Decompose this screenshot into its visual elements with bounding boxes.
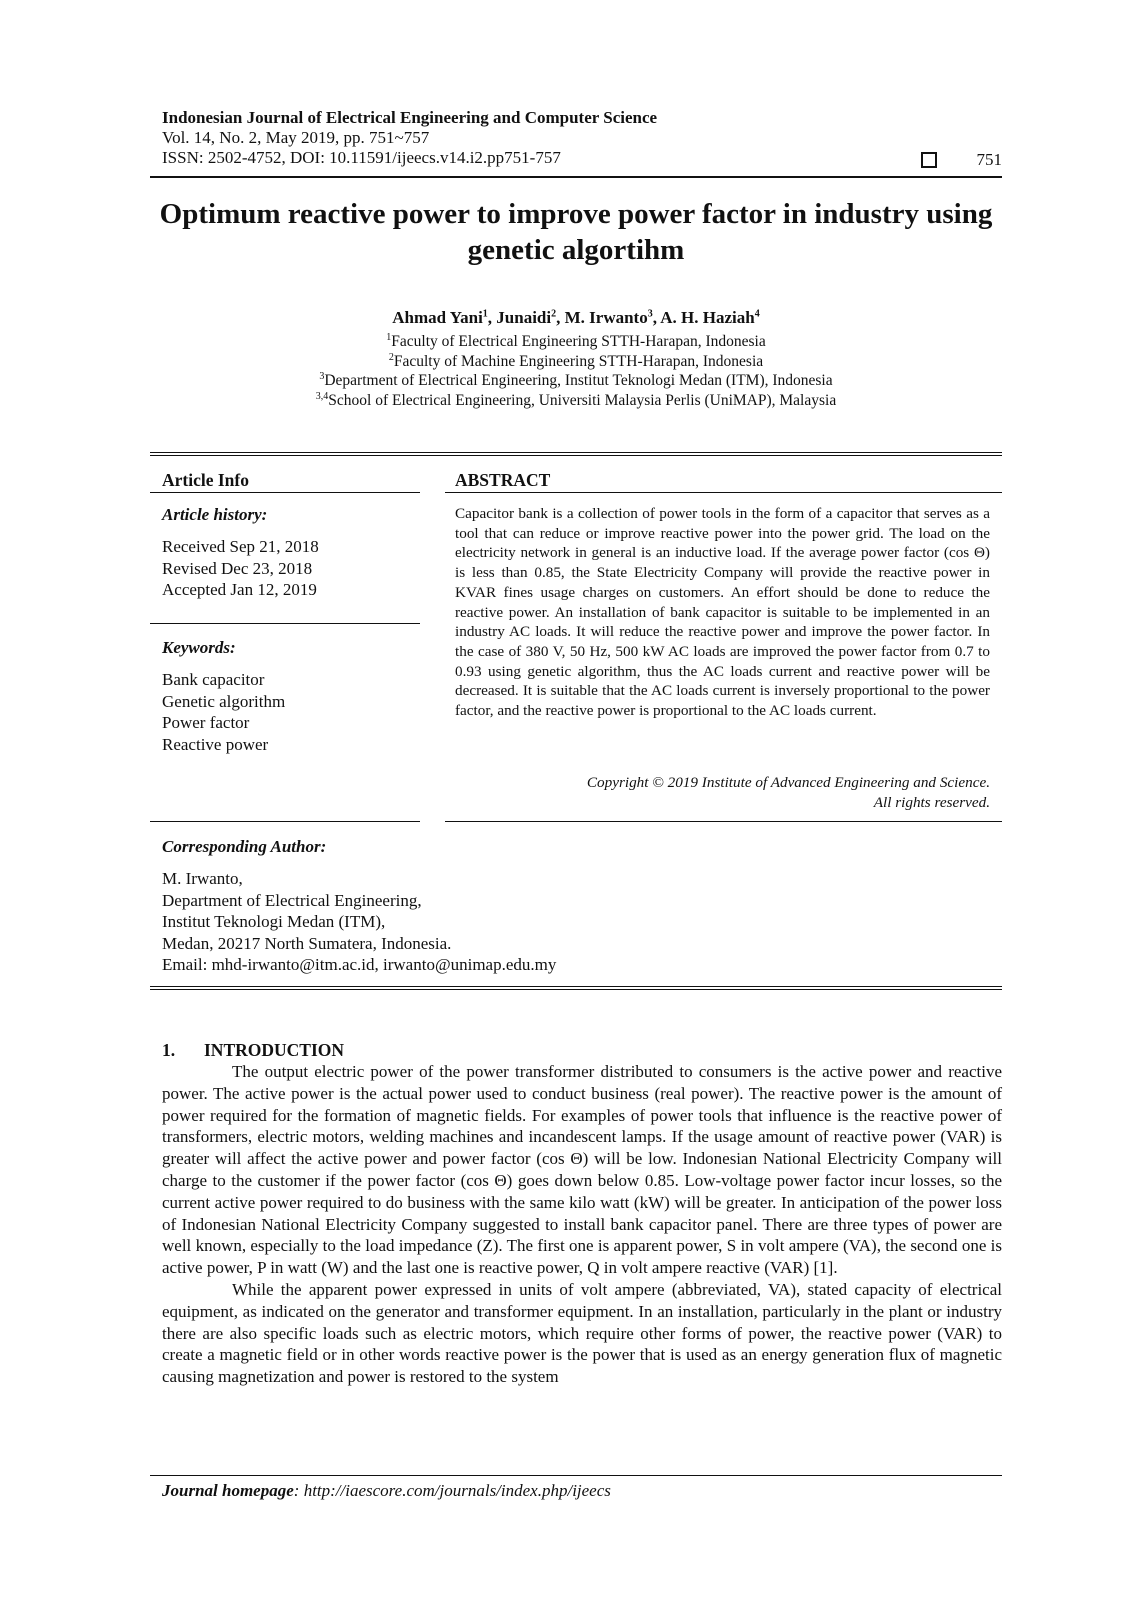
paper-title: Optimum reactive power to improve power factor in industry using genetic algortihm [159, 198, 993, 266]
history-item: Revised Dec 23, 2018 [162, 558, 313, 578]
frame-top-rule [150, 452, 1002, 456]
keyword: Reactive power [162, 734, 269, 754]
paragraph: While the apparent power expressed in units of volt ampere (abbreviated, VA), stated capacity of electrical equipment, as indicated on the generator and transformer equipment. In an installation, particularly in the plant or industry there are also specific loads such as electric motors, which require other forms of power, the reactive power (VAR) to create a magnetic field or in other words reactive power is the power that is used as an energy generation flux of magnetic causing magnetization and power is restored to the system [162, 1279, 1002, 1387]
journal-name: Indonesian Journal of Electrical Engineering and Computer Science [162, 108, 658, 127]
keywords-list [162, 669, 285, 755]
keyword: Power factor [162, 713, 250, 732]
volume-info: Vol. 14, No. 2, May 2019, pp. 751~757 [162, 128, 430, 147]
issn-doi: ISSN: 2502-4752, DOI: 10.11591/ijeecs.v14.i2.pp751-757 [162, 148, 561, 167]
homepage-link[interactable]: : http://iaescore.com/journals/index.php/ijeecs [293, 1481, 611, 1500]
abstract-text: Capacitor bank is a collection of power tools in the form of a capacitor that serves as a tool that can reduce or improve reactive power into the power grid. The load on the electricity network in general is an inductive load. If the average power factor (cos Θ) is less than 0.85, the State Electricity Company will provide the reactive power in KVAR fines usage charges on customers. An effort should be done to reduce the reactive power. An installation of bank capacitor is suitable to be implemented in an industry AC loads. It will reduce the reactive power and improve the power factor. In the case of 380 V, 50 Hz, 500 kW AC loads are improved the power factor from 0.7 to 0.93 using genetic algorithm, thus the AC loads current and reactive power will be decreased. It is suitable that the AC loads current is inversely proportional to the power factor, and the reactive power is proportional to the AC loads current. [455, 505, 990, 720]
affiliation-list [150, 332, 1002, 410]
corresponding-heading: Corresponding Author: [162, 837, 327, 856]
history-heading: Article history: [162, 505, 268, 524]
corresponding-email: Email: mhd-irwanto@itm.ac.id, irwanto@unimap.edu.my [162, 955, 557, 974]
history-item: Accepted Jan 12, 2019 [162, 580, 317, 599]
square-bullet-icon [921, 152, 937, 168]
affiliation: $^{3,4}$School of Electrical Engineering, Universiti Malaysia Perlis (UniMAP), Malaysia [315, 390, 837, 409]
history-list [162, 536, 319, 601]
keyword: Genetic algorithm [162, 691, 286, 711]
divider [150, 492, 420, 493]
divider [150, 623, 420, 624]
divider [445, 492, 1002, 493]
corresponding-line: M. Irwanto, [162, 869, 243, 888]
author: Junaidi$^2$, [496, 308, 565, 327]
divider [445, 821, 1002, 822]
affiliation: $^3$Department of Electrical Engineering, Institut Teknologi Medan (ITM), Indonesia [319, 370, 833, 389]
history-item: Received Sep 21, 2018 [162, 537, 319, 556]
journal-homepage: Journal homepage: http://iaescore.com/journals/index.php/ijeecs [162, 1481, 611, 1500]
corresponding-line: Department of Electrical Engineering, [162, 890, 422, 910]
author: M. Irwanto$^3$, [564, 308, 661, 327]
frame-bottom-rule [150, 986, 1002, 990]
footer-rule [150, 1475, 1002, 1476]
running-header [162, 108, 1002, 168]
affiliation: $^2$Faculty of Machine Engineering STTH-Harapan, Indonesia [388, 351, 764, 370]
corresponding-details [162, 868, 556, 976]
article-info-heading: Article Info [162, 470, 249, 490]
affiliation: $^1$Faculty of Electrical Engineering STTH-Harapan, Indonesia [386, 331, 766, 350]
paragraph: The output electric power of the power transformer distributed to consumers is the active power and reactive power. The active power is the actual power used to conduct business (real power). The reactive power is the amount of power required for the formation of magnetic fields. For examples of power tools that influence is the reactive power of transformers, electric motors, welding machines and incandescent lamps. If the usage amount of reactive power (VAR) is greater will affect the active power and power factor (cos Θ) will be low. Indonesian National Electricity Company will charge to the customer if the power factor (cos Θ) goes down below 0.85. Low-voltage power factor incur losses, so the current active power required to do business with the same kilo watt (kW) will be greater. In anticipation of the power loss of Indonesian National Electricity Company suggested to install bank capacitor panel. There are three types of power are well known, especially to the load impedance (Z). The first one is apparent power, S in volt ampere (VA), the second one is active power, P in watt (W) and the last one is reactive power, Q in volt ampere reactive (VAR) [1]. [162, 1062, 1002, 1278]
corresponding-line: Medan, 20217 North Sumatera, Indonesia. [162, 933, 452, 953]
page-number-block [921, 150, 1003, 170]
introduction-heading: 1. INTRODUCTION [162, 1040, 345, 1060]
keywords-heading: Keywords: [162, 638, 236, 657]
keyword: Bank capacitor [162, 670, 265, 689]
header-rule [150, 176, 1002, 178]
introduction-body [162, 1061, 1002, 1388]
copyright: Copyright © 2019 Institute of Advanced Engineering and Science. All rights reserved. [586, 774, 990, 811]
corresponding-line: Institut Teknologi Medan (ITM), [162, 912, 386, 931]
page-number: 751 [976, 150, 1002, 169]
author: Ahmad Yani$^1$, [392, 308, 497, 327]
author: A. H. Haziah$^4$ [660, 308, 760, 327]
author-list [150, 308, 1002, 328]
abstract-heading: ABSTRACT [455, 470, 551, 490]
divider [150, 821, 420, 822]
